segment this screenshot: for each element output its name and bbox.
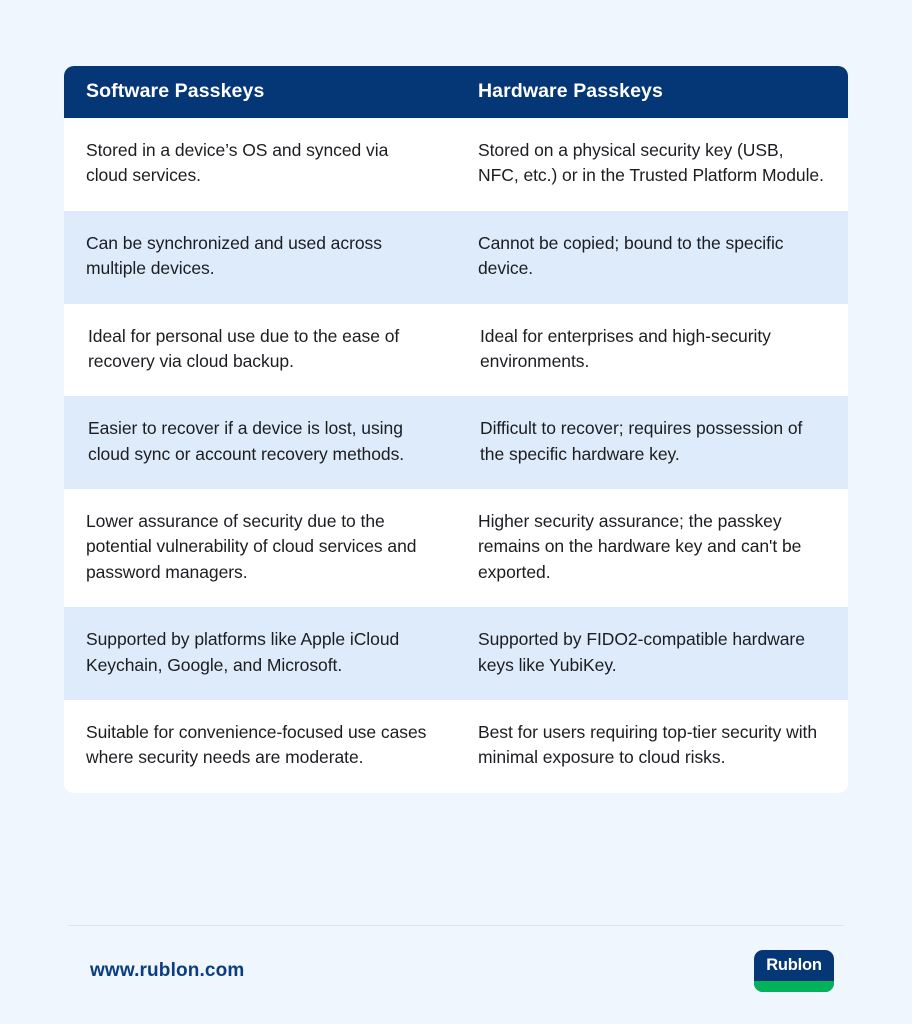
cell-text: Ideal for enterprises and high-security environments. (480, 325, 771, 371)
table-row (64, 118, 848, 211)
cell-text: Difficult to recover; requires possession of the specific hardware key. (480, 418, 803, 464)
footer-divider (68, 925, 844, 926)
cell-text: Lower assurance of security due to the potential vulnerability of cloud services and password managers. (86, 511, 417, 582)
table-body (64, 118, 848, 793)
cell-text: Easier to recover if a device is lost, using cloud sync or account recovery methods. (88, 418, 405, 464)
cell-software (64, 700, 456, 793)
logo-green-strip (754, 981, 834, 992)
table-row (64, 489, 848, 607)
comparison-table (64, 66, 848, 793)
rublon-logo-text: Rublon (766, 956, 822, 974)
column-header-software-passkeys: Software Passkeys (64, 66, 456, 118)
cell-text: Best for users requiring top-tier security with minimal exposure to cloud risks. (478, 721, 818, 768)
cell-hardware (456, 118, 848, 211)
table-row (64, 607, 848, 700)
cell-text: Ideal for personal use due to the ease of recovery via cloud backup. (88, 325, 400, 371)
cell-text: Can be synchronized and used across multiple devices. (86, 232, 382, 279)
cell-hardware (456, 489, 848, 607)
cell-hardware (456, 700, 848, 793)
cell-text: Suitable for convenience-focused use cases where security needs are moderate. (86, 721, 427, 768)
cell-hardware (456, 396, 848, 489)
table-row (64, 304, 848, 397)
website-url[interactable]: www.rublon.com (90, 960, 245, 981)
footer (64, 944, 848, 998)
table-row (64, 396, 848, 489)
passkeys-comparison-table (64, 66, 848, 793)
cell-text: Higher security assurance; the passkey remains on the hardware key and can't be exported. (478, 511, 802, 582)
cell-text: Supported by platforms like Apple iCloud Keychain, Google, and Microsoft. (86, 629, 400, 675)
table-header-row (64, 66, 848, 118)
cell-text: Stored in a device’s OS and synced via cloud services. (86, 140, 389, 186)
table-row (64, 211, 848, 304)
table-row (64, 700, 848, 793)
rublon-logo (754, 950, 834, 992)
cell-software (64, 211, 456, 304)
cell-hardware (456, 211, 848, 304)
cell-software (64, 118, 456, 211)
cell-text: Supported by FIDO2-compatible hardware keys like YubiKey. (478, 629, 805, 675)
cell-software (64, 607, 456, 700)
cell-text: Cannot be copied; bound to the specific device. (478, 232, 784, 279)
column-header-hardware-passkeys: Hardware Passkeys (456, 66, 848, 118)
cell-hardware (456, 304, 848, 397)
table-header (64, 66, 848, 118)
cell-software (64, 304, 456, 397)
cell-software (64, 396, 456, 489)
cell-hardware (456, 607, 848, 700)
cell-text: Stored on a physical security key (USB, NFC, etc.) or in the Trusted Platform Module. (478, 140, 824, 186)
cell-software (64, 489, 456, 607)
